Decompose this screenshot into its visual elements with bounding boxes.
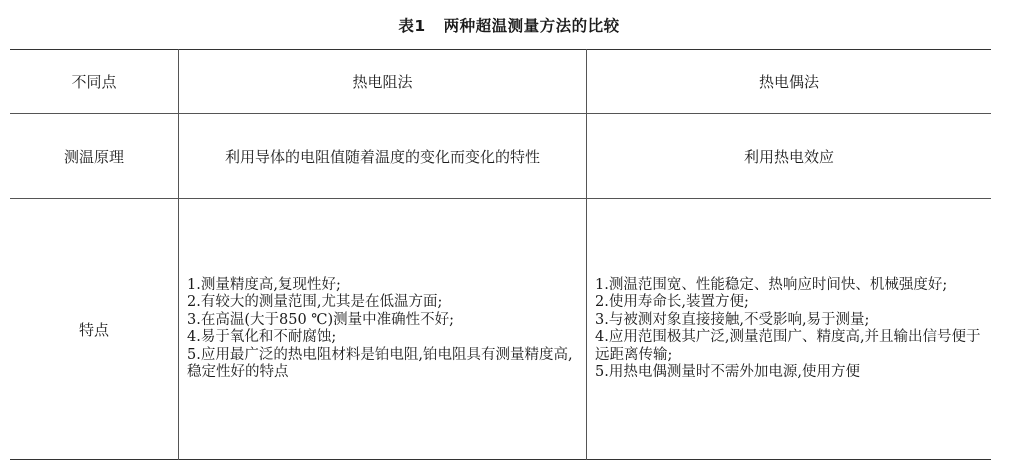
table-title: 两种超温测量方法的比较 — [443, 17, 620, 35]
list-item: 2.使用寿命长,装置方便; — [595, 294, 749, 310]
header-row — [10, 50, 991, 114]
thermocouple-feature-list — [587, 277, 991, 382]
list-item: 1.测温范围宽、性能稳定、热响应时间快、机械强度好; — [595, 276, 948, 293]
comparison-table — [10, 49, 991, 460]
row-label-features: 特点 — [78, 320, 109, 339]
list-item: 4.应用范围极其广泛,测量范围广、精度高,并且输出信号便于远距离传输; — [595, 329, 981, 363]
table-row-features — [10, 199, 991, 460]
cell-rtd-features — [179, 199, 587, 460]
list-item: 4.易于氧化和不耐腐蚀; — [187, 329, 337, 345]
table-row-principle — [10, 114, 991, 199]
list-item: 5.用热电偶测量时不需外加电源,使用方便 — [595, 364, 860, 380]
header-thermocouple-method: 热电偶法 — [587, 50, 992, 114]
table-caption — [0, 14, 1018, 36]
cell-thermocouple-features — [587, 199, 992, 460]
list-item: 5.应用最广泛的热电阻材料是铂电阻,铂电阻具有测量精度高,稳定性好的特点 — [187, 346, 573, 380]
list-item: 2.有较大的测量范围,尤其是在低温方面; — [187, 294, 443, 310]
cell-rtd-principle: 利用导体的电阻值随着温度的变化而变化的特性 — [179, 114, 587, 199]
list-item: 3.与被测对象直接接触,不受影响,易于测量; — [595, 311, 870, 328]
rtd-feature-list — [179, 277, 586, 382]
cell-thermocouple-principle: 利用热电效应 — [587, 114, 992, 199]
list-item: 3.在高温(大于850 ℃)测量中准确性不好; — [187, 311, 455, 328]
list-item: 1.测量精度高,复现性好; — [187, 276, 341, 293]
header-difference: 不同点 — [10, 50, 179, 114]
row-label-principle: 测温原理 — [10, 114, 179, 199]
header-rtd-method: 热电阻法 — [179, 50, 587, 114]
table-number: 表1 — [398, 17, 426, 35]
